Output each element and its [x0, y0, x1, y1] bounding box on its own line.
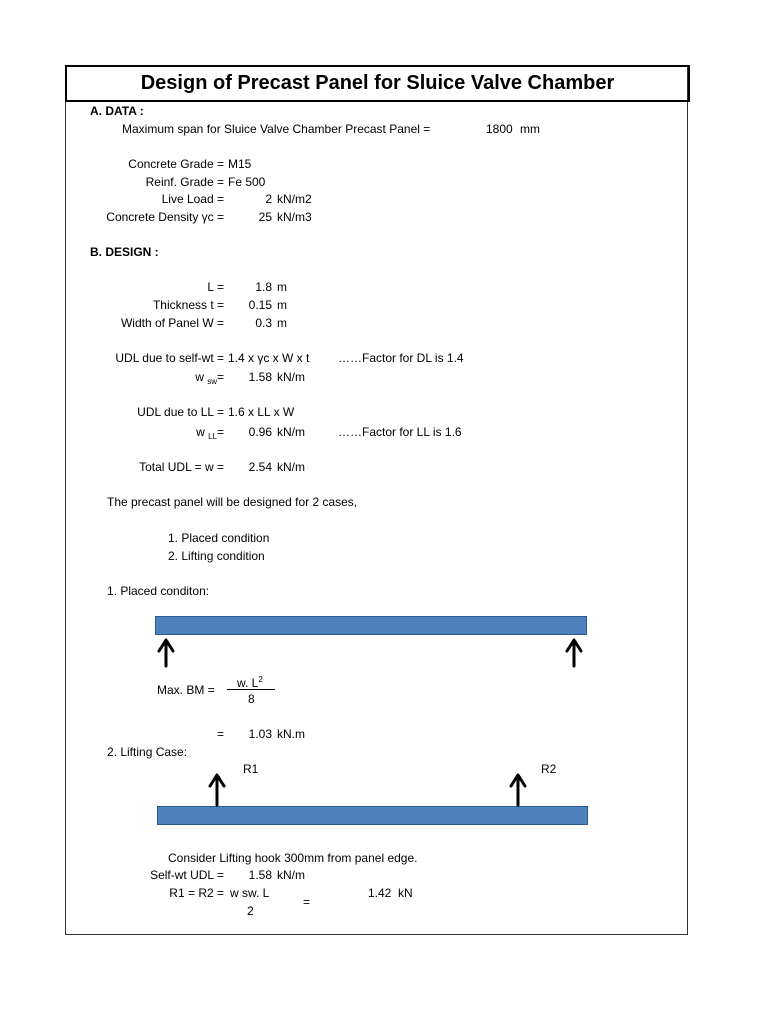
- width-value: 0.3: [255, 316, 272, 330]
- bm-value: 1.03: [248, 727, 272, 741]
- reaction-equals: =: [303, 895, 311, 909]
- lift-arrow-r2-icon: [511, 775, 525, 805]
- cases-intro: The precast panel will be designed for 2 cases,: [107, 495, 358, 509]
- total-udl-unit: kN/m: [277, 460, 305, 474]
- reaction-numerator: w sw. L: [230, 886, 270, 900]
- density-value: 25: [258, 210, 272, 224]
- L-value: 1.8: [255, 280, 272, 294]
- reaction-label: R1 = R2 =: [169, 886, 224, 900]
- udl-ll-label: UDL due to LL =: [137, 405, 224, 419]
- lifting-heading: 2. Lifting Case:: [107, 745, 188, 759]
- total-udl-label: Total UDL = w =: [139, 460, 224, 474]
- section-b-heading: B. DESIGN :: [90, 245, 159, 259]
- reinf-grade-label: Reinf. Grade =: [145, 175, 224, 189]
- max-span-value: 1800: [486, 122, 513, 136]
- live-load-value: 2: [265, 192, 272, 206]
- udl-ll-note: ……Factor for LL is 1.6: [338, 425, 462, 439]
- reaction-denominator: 2: [247, 904, 254, 918]
- total-udl-value: 2.54: [248, 460, 272, 474]
- max-span-label: Maximum span for Sluice Valve Chamber Precast Panel =: [122, 122, 431, 136]
- max-span-unit: mm: [520, 122, 540, 136]
- udl-selfwt-formula: 1.4 x γc x W x t: [228, 351, 310, 365]
- reaction-value: 1.42: [368, 886, 392, 900]
- section-a-heading: A. DATA :: [90, 104, 144, 118]
- r1-label: R1: [243, 762, 259, 776]
- width-label: Width of Panel W =: [120, 316, 224, 330]
- udl-selfwt-note: ……Factor for DL is 1.4: [338, 351, 464, 365]
- hook-note: Consider Lifting hook 300mm from panel edge.: [168, 851, 418, 865]
- bm-equals: =: [217, 727, 225, 741]
- w-ll-label: w $_{LL}$=: [196, 425, 224, 441]
- thickness-unit: m: [277, 298, 287, 312]
- r2-label: R2: [541, 762, 557, 776]
- concrete-grade-value: M15: [228, 157, 252, 171]
- bm-denominator: 8: [248, 692, 255, 706]
- selfwt-udl-label: Self-wt UDL =: [150, 868, 224, 882]
- selfwt-udl-unit: kN/m: [277, 868, 305, 882]
- live-load-unit: kN/m2: [277, 192, 312, 206]
- w-sw-value: 1.58: [248, 370, 272, 384]
- thickness-value: 0.15: [248, 298, 272, 312]
- w-ll-value: 0.96: [248, 425, 272, 439]
- udl-selfwt-label: UDL due to self-wt =: [115, 351, 224, 365]
- support-arrow-right-icon: [567, 640, 581, 666]
- w-sw-unit: kN/m: [277, 370, 305, 384]
- w-ll-unit: kN/m: [277, 425, 305, 439]
- case-2: 2. Lifting condition: [168, 549, 265, 563]
- thickness-label: Thickness t =: [152, 298, 224, 312]
- L-label: L =: [207, 280, 224, 294]
- selfwt-udl-value: 1.58: [248, 868, 272, 882]
- page-title: Design of Precast Panel for Sluice Valve Chamber: [140, 72, 615, 94]
- placed-heading: 1. Placed conditon:: [107, 584, 210, 598]
- lift-arrow-r1-icon: [210, 775, 224, 805]
- case-1: 1. Placed condition: [168, 531, 270, 545]
- density-unit: kN/m3: [277, 210, 312, 224]
- udl-ll-formula: 1.6 x LL x W: [228, 405, 295, 419]
- reaction-unit: kN: [398, 886, 413, 900]
- reinf-grade-value: Fe 500: [228, 175, 266, 189]
- w-sw-label: w $_{sw}$=: [195, 370, 224, 386]
- density-label: Concrete Density γc =: [106, 210, 224, 224]
- width-unit: m: [277, 316, 287, 330]
- bm-unit: kN.m: [277, 727, 305, 741]
- live-load-label: Live Load =: [161, 192, 224, 206]
- max-bm-label: Max. BM =: [157, 683, 215, 697]
- L-unit: m: [277, 280, 287, 294]
- support-arrow-left-icon: [159, 640, 173, 666]
- concrete-grade-label: Concrete Grade =: [128, 157, 224, 171]
- bm-numerator: w. $L^2$: [237, 675, 263, 690]
